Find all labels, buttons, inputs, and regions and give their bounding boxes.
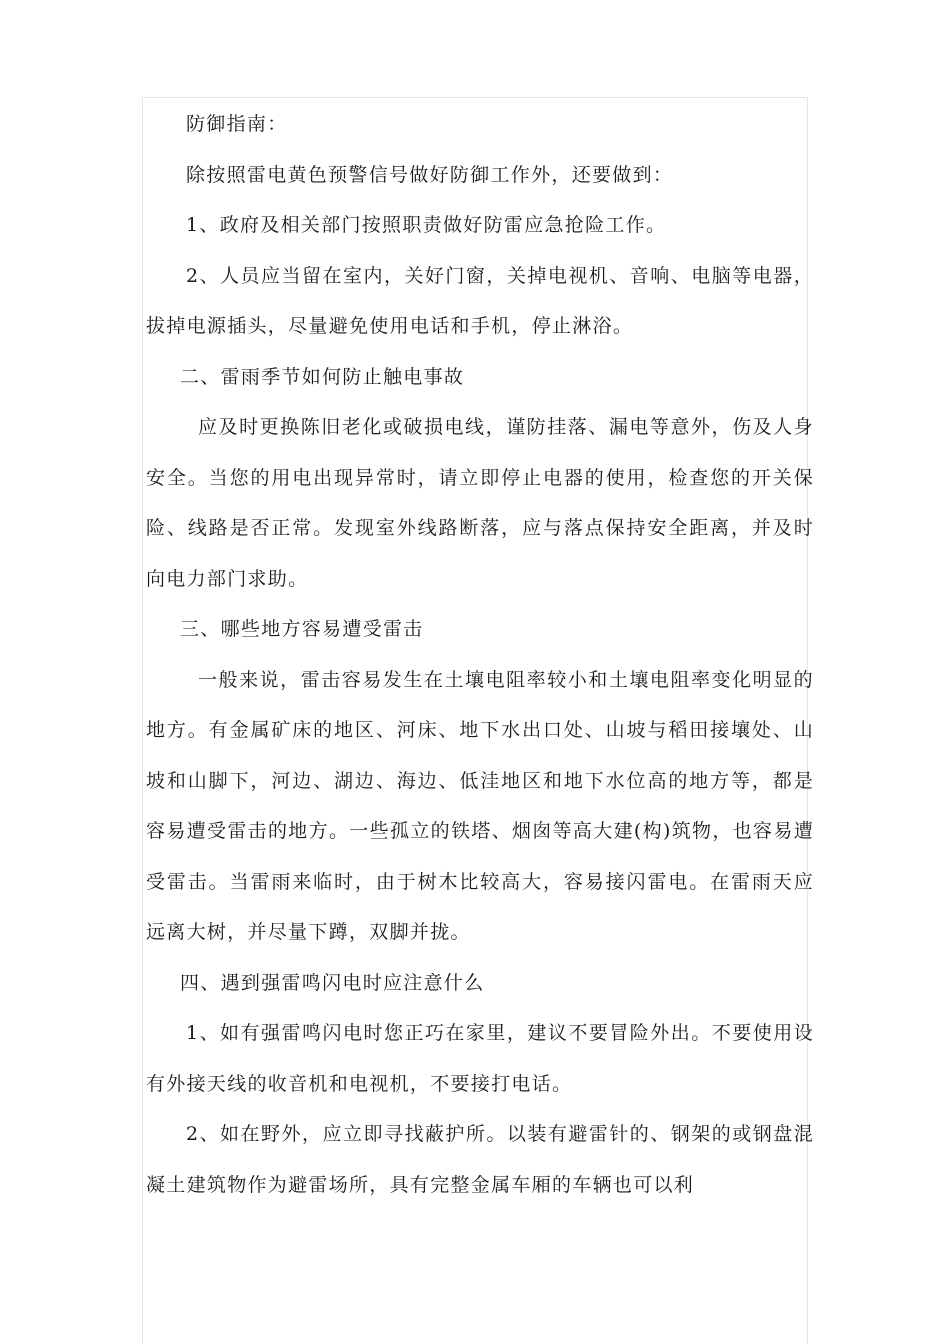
list-item-4-2: 2、如在野外，应立即寻找蔽护所。以装有避雷针的、钢架的或钢盘混凝土建筑物作为避雷场所，具有完整金属车厢的车辆也可以利 [146, 1123, 814, 1196]
list-item-2: 2、人员应当留在室内，关好门窗，关掉电视机、音响、电脑等电器，拔掉电源插头，尽量避免使用电话和手机，停止淋浴。 [146, 264, 814, 337]
section-heading-4: 四、遇到强雷鸣闪电时应注意什么 [180, 971, 485, 994]
paragraph-intro: 除按照雷电黄色预警信号做好防御工作外，还要做到： [186, 163, 674, 186]
list-item-1: 1、政府及相关部门按照职责做好防雷应急抢险工作。 [186, 214, 667, 236]
paragraph-lightning-places: 一般来说，雷击容易发生在土壤电阻率较小和土壤电阻率变化明显的地方。有金属矿床的地区、河床、地下水出口处、山坡与稻田接壤处、山坡和山脚下，河边、湖边、海边、低洼地区和地下水位高的地方等，都是容易遭受雷击的地方。一些孤立的铁塔、烟囱等高大建(构)筑物，也容易遭受雷击。当雷雨来临时，由于树木比较高大，容易接闪雷电。在雷雨天应远离大树，并尽量下蹲，双脚并拢。 [146, 668, 814, 943]
paragraph-electric-safety: 应及时更换陈旧老化或破损电线，谨防挂落、漏电等意外，伤及人身安全。当您的用电出现异常时，请立即停止电器的使用，检查您的开关保险、线路是否正常。发现室外线路断落，应与落点保持安全距离，并及时向电力部门求助。 [146, 416, 814, 590]
document-body [146, 99, 814, 1210]
section-heading-2: 二、雷雨季节如何防止触电事故 [180, 365, 465, 388]
section-heading-3: 三、哪些地方容易遭受雷击 [180, 618, 424, 640]
list-item-4-1: 1、如有强雷鸣闪电时您正巧在家里，建议不要冒险外出。不要使用设有外接天线的收音机和电视机，不要接打电话。 [146, 1022, 814, 1095]
section-heading-defense-guide: 防御指南： [186, 113, 288, 135]
